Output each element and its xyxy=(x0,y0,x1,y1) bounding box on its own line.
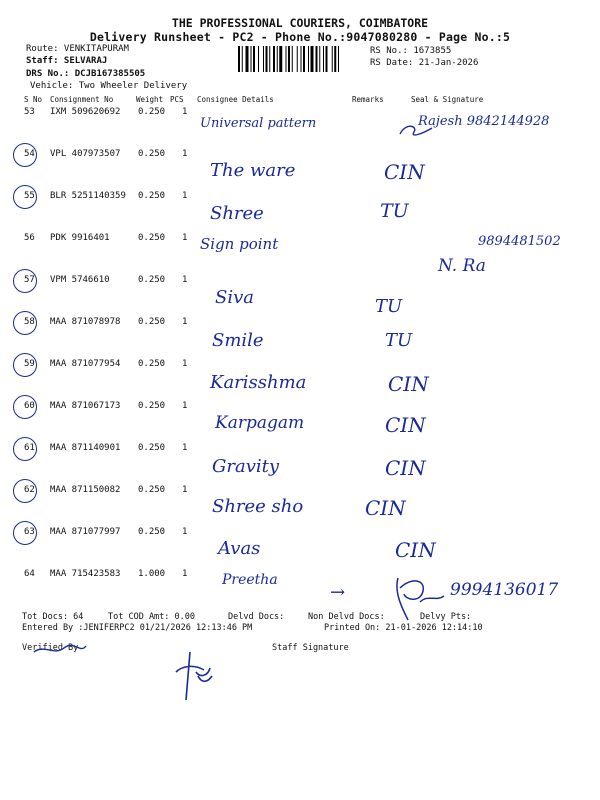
remarks-handwriting: CIN xyxy=(365,496,406,520)
delivery-points: Delvy Pts: xyxy=(420,612,472,622)
consignee-handwriting: Siva xyxy=(215,287,254,308)
row-consignment-no: BLR 5251140359 xyxy=(50,191,126,201)
seal-handwriting: 9894481502 xyxy=(478,234,561,249)
row-pcs: 1 xyxy=(182,233,188,243)
remarks-handwriting: CIN xyxy=(384,160,425,184)
row-circle-mark xyxy=(13,185,37,209)
barcode-bar xyxy=(279,46,282,72)
barcode-bar xyxy=(308,46,309,72)
barcode-bar xyxy=(301,46,302,72)
vehicle-label: Vehicle: Two Wheeler Delivery xyxy=(30,81,188,91)
row-consignment-no: IXM 509620692 xyxy=(50,107,121,117)
row-pcs: 1 xyxy=(182,443,188,453)
row-consignment-no: MAA 871067173 xyxy=(50,401,121,411)
row-consignment-no: MAA 715423583 xyxy=(50,569,121,579)
row-sno: 62 xyxy=(24,485,35,495)
barcode-bar xyxy=(311,46,314,72)
row-sno: 60 xyxy=(24,401,35,411)
row-circle-mark xyxy=(13,479,37,503)
consignee-handwriting: Sign point xyxy=(200,235,279,253)
barcode-bar xyxy=(332,46,333,72)
drs-number: DRS No.: DCJB167385505 xyxy=(26,69,146,79)
barcode-bar xyxy=(338,46,339,72)
row-weight: 0.250 xyxy=(138,527,166,537)
remarks-handwriting: CIN xyxy=(385,413,426,437)
row-consignment-no: MAA 871078978 xyxy=(50,317,121,327)
remarks-handwriting: TU xyxy=(375,296,403,317)
table-row xyxy=(0,275,600,289)
row-consignment-no: PDK 9916401 xyxy=(50,233,110,243)
row-sno: 58 xyxy=(24,317,35,327)
barcode-bar xyxy=(266,46,268,72)
printed-on: Printed On: 21-01-2026 12:14:10 xyxy=(324,623,483,633)
barcode-bar xyxy=(273,46,275,72)
row-circle-mark xyxy=(13,521,37,545)
row-consignment-no: MAA 871077997 xyxy=(50,527,121,537)
consignee-handwriting: Avas xyxy=(218,538,261,559)
rs-date: RS Date: 21-Jan-2026 xyxy=(370,58,479,68)
row-pcs: 1 xyxy=(182,275,188,285)
row-weight: 0.250 xyxy=(138,359,166,369)
table-row xyxy=(0,149,600,163)
col-pcs: PCS xyxy=(170,95,184,104)
verified-by-label: Verified By xyxy=(22,643,79,653)
row-circle-mark xyxy=(13,395,37,419)
remarks-handwriting: CIN xyxy=(388,372,429,396)
verified-by-scribble xyxy=(30,640,90,660)
row-weight: 0.250 xyxy=(138,317,166,327)
row-pcs: 1 xyxy=(182,317,188,327)
barcode-bar xyxy=(303,46,305,72)
row-weight: 1.000 xyxy=(138,569,166,579)
rs-number: RS No.: 1673855 xyxy=(370,46,452,56)
row-pcs: 1 xyxy=(182,149,188,159)
row-weight: 0.250 xyxy=(138,191,166,201)
row-pcs: 1 xyxy=(182,401,188,411)
barcode-bar xyxy=(258,46,259,72)
consignee-handwriting: Shree sho xyxy=(212,496,304,517)
row-sno: 63 xyxy=(24,527,35,537)
consignee-handwriting: Preetha xyxy=(222,572,278,588)
row-weight: 0.250 xyxy=(138,107,166,117)
non-delivered-docs: Non Delvd Docs: xyxy=(308,612,385,622)
seal-handwriting: 9994136017 xyxy=(450,580,559,600)
barcode-bar xyxy=(319,46,320,72)
consignee-handwriting: Karpagam xyxy=(215,413,305,433)
arrow-mark: → xyxy=(330,582,346,603)
row-pcs: 1 xyxy=(182,359,188,369)
row-consignment-no: MAA 871140901 xyxy=(50,443,121,453)
barcode-bar xyxy=(326,46,328,72)
row-weight: 0.250 xyxy=(138,275,166,285)
barcode-bar xyxy=(334,46,336,72)
barcode-bar xyxy=(251,46,252,72)
consignee-handwriting: Gravity xyxy=(212,456,280,477)
remarks-handwriting: TU xyxy=(380,200,409,222)
consignee-handwriting: Shree xyxy=(210,203,264,224)
remarks-handwriting: CIN xyxy=(395,538,436,562)
row64-signature-image xyxy=(392,572,454,624)
row-pcs: 1 xyxy=(182,527,188,537)
entered-by: Entered By :JENIFERPC2 01/21/2026 12:13:46 PM xyxy=(22,623,253,633)
row-sno: 61 xyxy=(24,443,35,453)
consignee-handwriting: Universal pattern xyxy=(200,116,317,131)
remarks-handwriting: TU xyxy=(385,330,413,351)
total-cod-amount: Tot COD Amt: 0.00 xyxy=(108,612,195,622)
staff-signature-label: Staff Signature xyxy=(272,643,349,653)
barcode-bar xyxy=(269,46,270,72)
row-consignment-no: MAA 871150082 xyxy=(50,485,121,495)
row-circle-mark xyxy=(13,437,37,461)
barcode-bar xyxy=(316,46,318,72)
barcode-bar xyxy=(253,46,255,72)
row-circle-mark xyxy=(13,353,37,377)
row-consignment-no: MAA 871077954 xyxy=(50,359,121,369)
barcode-image xyxy=(238,46,366,72)
total-docs: Tot Docs: 64 xyxy=(22,612,84,622)
seal-handwriting-extra: N. Ra xyxy=(438,256,486,276)
row-weight: 0.250 xyxy=(138,233,166,243)
row-pcs: 1 xyxy=(182,485,188,495)
barcode-bar xyxy=(292,46,293,72)
row-pcs: 1 xyxy=(182,191,188,201)
row-weight: 0.250 xyxy=(138,149,166,159)
col-sno: S No xyxy=(24,95,43,104)
row-sno: 57 xyxy=(24,275,35,285)
table-row xyxy=(0,317,600,331)
table-row xyxy=(0,527,600,541)
row-sno: 56 xyxy=(24,233,35,243)
runsheet-subtitle: Delivery Runsheet - PC2 - Phone No.:9047080280 - Page No.:5 xyxy=(89,30,511,44)
row-weight: 0.250 xyxy=(138,401,166,411)
barcode-bar xyxy=(277,46,278,72)
row-sno: 59 xyxy=(24,359,35,369)
col-weight: Weight xyxy=(136,95,164,104)
staff-label: Staff: SELVARAJ xyxy=(26,56,108,66)
remarks-handwriting: CIN xyxy=(385,456,426,480)
row-sno: 64 xyxy=(24,569,35,579)
col-seal: Seal & Signature xyxy=(411,95,484,104)
row-weight: 0.250 xyxy=(138,485,166,495)
seal-handwriting: Rajesh 9842144928 xyxy=(418,114,550,129)
delivered-docs: Delvd Docs: xyxy=(228,612,285,622)
staff-signature-image xyxy=(168,648,218,704)
barcode-bar xyxy=(238,46,240,72)
barcode-bar xyxy=(297,46,298,72)
row-consignment-no: VPL 407973507 xyxy=(50,149,121,159)
col-remarks: Remarks xyxy=(352,95,384,104)
consignee-handwriting: The ware xyxy=(210,160,296,181)
barcode-bar xyxy=(246,46,249,72)
barcode-bar xyxy=(263,46,264,72)
table-row xyxy=(0,359,600,373)
row-circle-mark xyxy=(13,311,37,335)
consignee-handwriting: Karisshma xyxy=(210,372,307,393)
row-pcs: 1 xyxy=(182,107,188,117)
barcode-bar xyxy=(323,46,324,72)
row-sno: 54 xyxy=(24,149,35,159)
row-pcs: 1 xyxy=(182,569,188,579)
barcode-bar xyxy=(288,46,290,72)
col-consignment: Consignment No xyxy=(50,95,114,104)
row-weight: 0.250 xyxy=(138,443,166,453)
row53-signature-image xyxy=(396,120,436,140)
company-title: THE PROFESSIONAL COURIERS, COIMBATORE xyxy=(171,16,429,30)
table-row xyxy=(0,191,600,205)
barcode-bar xyxy=(242,46,243,72)
consignee-handwriting: Smile xyxy=(212,330,264,351)
row-circle-mark xyxy=(13,143,37,167)
row-sno: 53 xyxy=(24,107,35,117)
table-row xyxy=(0,443,600,457)
row-sno: 55 xyxy=(24,191,35,201)
route-label: Route: VENKITAPURAM xyxy=(26,44,129,54)
row-consignment-no: VPM 5746610 xyxy=(50,275,110,285)
row-circle-mark xyxy=(13,269,37,293)
barcode-bar xyxy=(286,46,287,72)
col-consignee: Consignee Details xyxy=(197,95,274,104)
